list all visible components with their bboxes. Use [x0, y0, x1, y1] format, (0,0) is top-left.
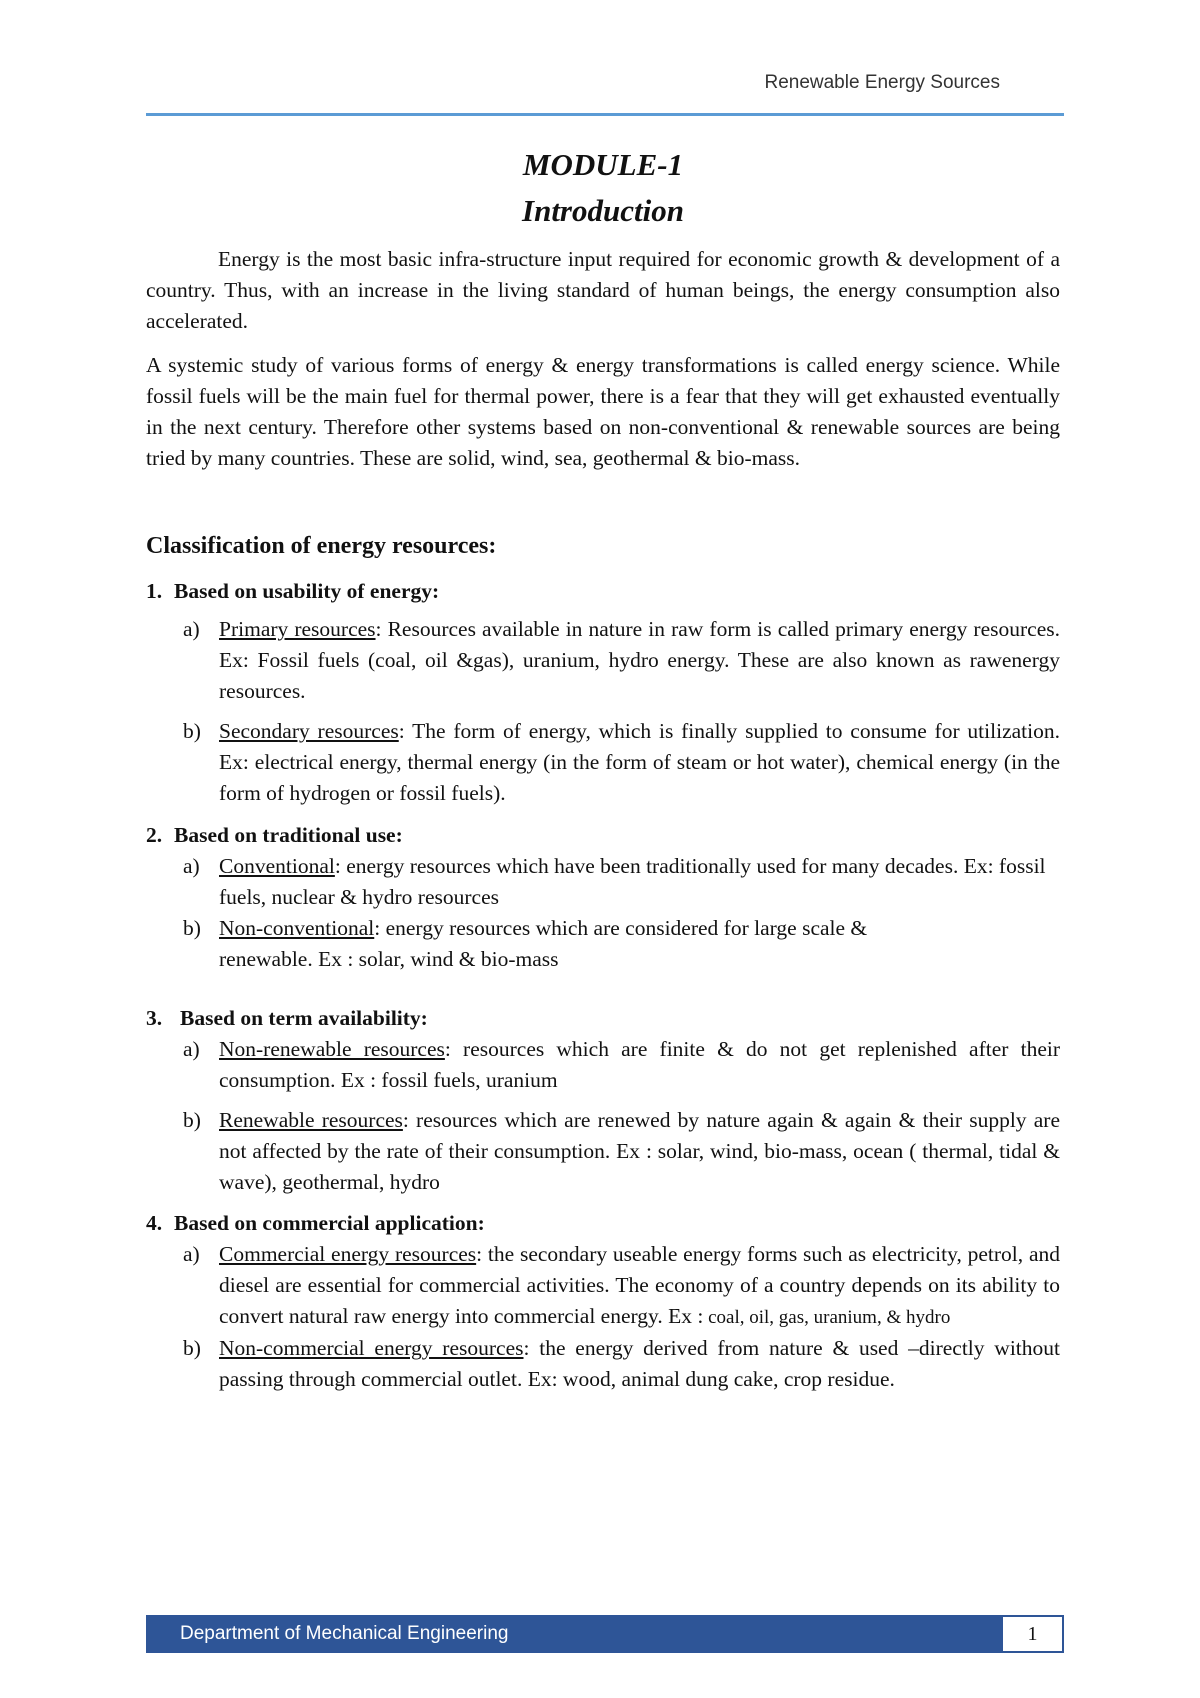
item-description: : the secondary useable energy forms such as electricity, petrol, and diesel are essential for commercial activities. The economy of a country depends on its ability to convert natural raw energy into commercial energy. Ex :	[219, 1242, 1060, 1328]
group-number: 4.	[146, 1211, 163, 1235]
footer-bar	[146, 1615, 1064, 1653]
item-letter: a)	[183, 854, 200, 878]
group-number: 2.	[146, 823, 163, 847]
item-description: : the energy derived from nature & used –directly without passing through commercial outlet. Ex: wood, animal dung cake, crop residue.	[219, 1336, 1060, 1391]
footer-department: Department of Mechanical Engineering	[180, 1623, 509, 1644]
list-item	[146, 1333, 1060, 1395]
section-title: Introduction	[522, 193, 684, 228]
item-letter: a)	[183, 617, 200, 641]
group-title: Based on commercial application:	[174, 1211, 485, 1235]
list-item	[146, 1105, 1060, 1198]
item-text	[219, 1239, 1060, 1333]
item-description: : resources which are renewed by nature again & again & their supply are not affected by the rate of their consumption. Ex : solar, wind, bio-mass, ocean ( thermal, tidal & wave), geothermal, hydro	[219, 1108, 1060, 1194]
group-title: Based on traditional use:	[174, 823, 403, 847]
item-text	[219, 1333, 1060, 1395]
item-term: Commercial energy resources	[219, 1242, 477, 1266]
list-item	[146, 614, 1060, 707]
list-item	[146, 716, 1060, 809]
item-text	[219, 716, 1060, 809]
item-examples: coal, oil, gas, uranium, & hydro	[703, 1307, 951, 1328]
list-item	[146, 913, 1060, 975]
item-term: Renewable resources	[219, 1108, 403, 1132]
group-title: Based on usability of energy:	[174, 579, 440, 603]
item-term: Conventional	[219, 854, 335, 878]
item-letter: b)	[183, 1108, 201, 1132]
item-term: Primary resources	[219, 617, 376, 641]
group-heading-usability	[146, 576, 1060, 607]
running-header: Renewable Energy Sources	[764, 72, 1000, 93]
item-text	[219, 913, 1060, 975]
item-text	[219, 1105, 1060, 1198]
group-heading-availability	[146, 1003, 1060, 1034]
item-term: Secondary resources	[219, 719, 399, 743]
item-description: : resources which are finite & do not get replenished after their consumption. Ex : fossil fuels, uranium	[219, 1037, 1060, 1092]
item-letter: b)	[183, 1336, 201, 1360]
item-description: : The form of energy, which is finally supplied to consume for utilization. Ex: electrical energy, thermal energy (in the form of steam or hot water), chemical energy (in the form of hydrogen or fossil fuels).	[219, 719, 1060, 805]
item-letter: b)	[183, 916, 201, 940]
list-item	[146, 851, 1060, 913]
item-letter: a)	[183, 1242, 200, 1266]
page-number: 1	[1000, 1615, 1062, 1653]
list-item	[146, 1034, 1060, 1096]
header-rule	[146, 113, 1064, 116]
item-description: : Resources available in nature in raw form is called primary energy resources. Ex: Fossil fuels (coal, oil &gas), uranium, hydro energy. These are also known as rawenergy resources.	[219, 617, 1060, 703]
classification-heading: Classification of energy resources:	[146, 533, 497, 559]
page-content	[146, 142, 1060, 1395]
item-text	[219, 851, 1060, 913]
group-number: 3.	[146, 1006, 163, 1030]
intro-paragraph-2: A systemic study of various forms of energy & energy transformations is called energy science. While fossil fuels will be the main fuel for thermal power, there is a fear that they will get exhausted eventually in the next century. Therefore other systems based on non-conventional & renewable sources are being tried by many countries. These are solid, wind, sea, geothermal & bio-mass.	[146, 353, 1060, 470]
item-description: : energy resources which have been traditionally used for many decades. Ex: fossil fuels, nuclear & hydro resources	[219, 854, 1046, 909]
item-text	[219, 1034, 1060, 1096]
group-number: 1.	[146, 579, 163, 603]
group-title: Based on term availability:	[180, 1006, 428, 1030]
item-description: : energy resources which are considered for large scale & renewable. Ex : solar, wind & bio-mass	[219, 916, 868, 971]
item-letter: b)	[183, 719, 201, 743]
group-heading-traditional	[146, 820, 1060, 851]
item-letter: a)	[183, 1037, 200, 1061]
item-term: Non-renewable resources	[219, 1037, 445, 1061]
item-text	[219, 614, 1060, 707]
intro-paragraph-1: Energy is the most basic infra-structure input required for economic growth & development of a country. Thus, with an increase in the living standard of human beings, the energy consumption also accelerated.	[146, 247, 1060, 333]
list-item	[146, 1239, 1060, 1333]
item-term: Non-commercial energy resources	[219, 1336, 524, 1360]
group-heading-commercial	[146, 1208, 1060, 1239]
module-title: MODULE-1	[522, 147, 684, 182]
item-term: Non-conventional	[219, 916, 375, 940]
